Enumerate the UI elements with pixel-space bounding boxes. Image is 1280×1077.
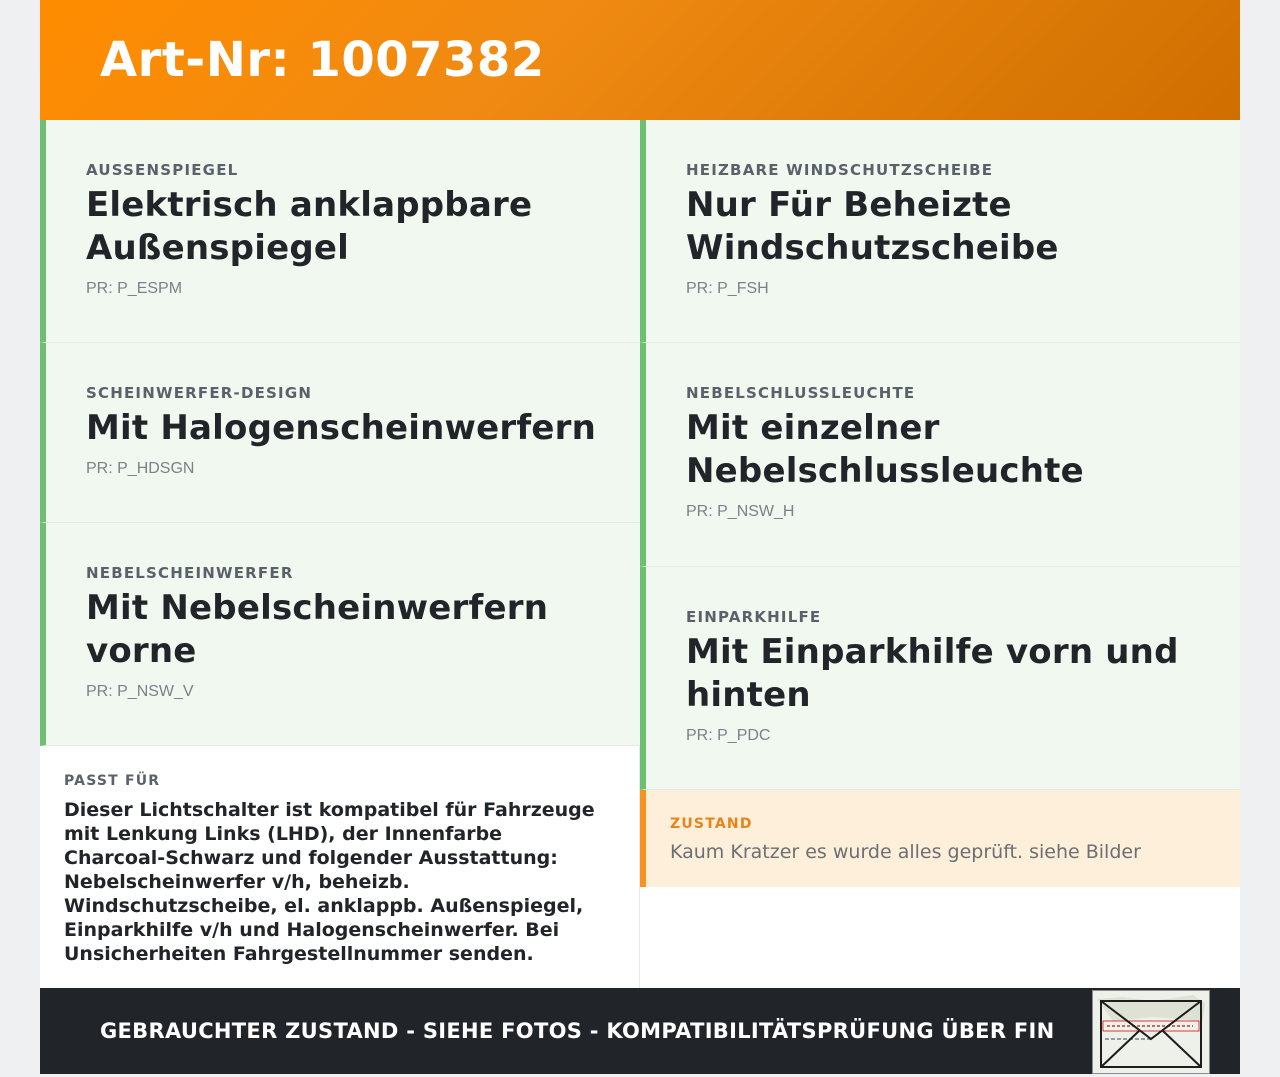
feature-value: Elektrisch anklappbare Außenspiegel: [86, 185, 533, 268]
feature-category: AUSSENSPIEGEL: [86, 161, 239, 179]
feature-category: SCHEINWERFER-DESIGN: [86, 384, 313, 402]
feature-code: PR: P_FSH: [686, 280, 769, 297]
feature-code: PR: P_HDSGN: [86, 460, 195, 477]
page: [40, 0, 1240, 1074]
feature-value: Mit einzelner Nebelschlussleuchte: [686, 408, 1084, 491]
compatibility-label: PASST FÜR: [64, 773, 161, 789]
feature-code: PR: P_ESPM: [86, 280, 183, 297]
header: [40, 0, 1240, 120]
condition-section: [640, 790, 1240, 887]
feature-category: NEBELSCHEINWERFER: [86, 564, 294, 582]
feature-column-left: [40, 120, 640, 746]
compatibility-section: [40, 746, 640, 988]
feature-card: [640, 567, 1240, 790]
envelope-icon: [1093, 991, 1209, 1073]
feature-category: HEIZBARE WINDSCHUTZSCHEIBE: [686, 161, 994, 179]
condition-label: ZUSTAND: [670, 816, 753, 832]
condition-text: Kaum Kratzer es wurde alles geprüft. siehe Bilder: [670, 841, 1141, 863]
compatibility-text: Dieser Lichtschalter ist kompatibel für Fahrzeuge mit Lenkung Links (LHD), der Innenfarbe Charcoal-Schwarz und folgender Ausstattung: Nebelscheinwerfer v/h, beheizb. Windschutzscheibe, el. anklappb. Außenspiegel, Einparkhilfe v/h und Halogenscheinwerfer. Bei Unsicherheiten Fahrgestellnummer senden.: [64, 799, 595, 965]
feature-column-right: [640, 120, 1240, 790]
feature-value: Mit Halogenscheinwerfern: [86, 408, 596, 448]
footer-text: GEBRAUCHTER ZUSTAND - SIEHE FOTOS - KOMPATIBILITÄTSPRÜFUNG ÜBER FIN: [100, 1019, 1055, 1043]
feature-code: PR: P_PDC: [686, 727, 771, 744]
feature-card: [40, 120, 640, 343]
feature-card: [40, 523, 640, 746]
feature-card: [640, 343, 1240, 567]
feature-value: Nur Für Beheizte Windschutzscheibe: [686, 185, 1059, 268]
feature-value: Mit Einparkhilfe vorn und hinten: [686, 632, 1179, 715]
feature-category: NEBELSCHLUSSLEUCHTE: [686, 384, 916, 402]
page-title: Art-Nr: 1007382: [100, 32, 545, 88]
feature-code: PR: P_NSW_V: [86, 683, 194, 700]
feature-category: EINPARKHILFE: [686, 608, 822, 626]
thumbnail-image[interactable]: [1092, 990, 1210, 1074]
feature-value: Mit Nebelscheinwerfern vorne: [86, 588, 549, 671]
footer-banner: [40, 988, 1240, 1074]
feature-card: [40, 343, 640, 523]
feature-card: [640, 120, 1240, 343]
feature-code: PR: P_NSW_H: [686, 503, 795, 520]
